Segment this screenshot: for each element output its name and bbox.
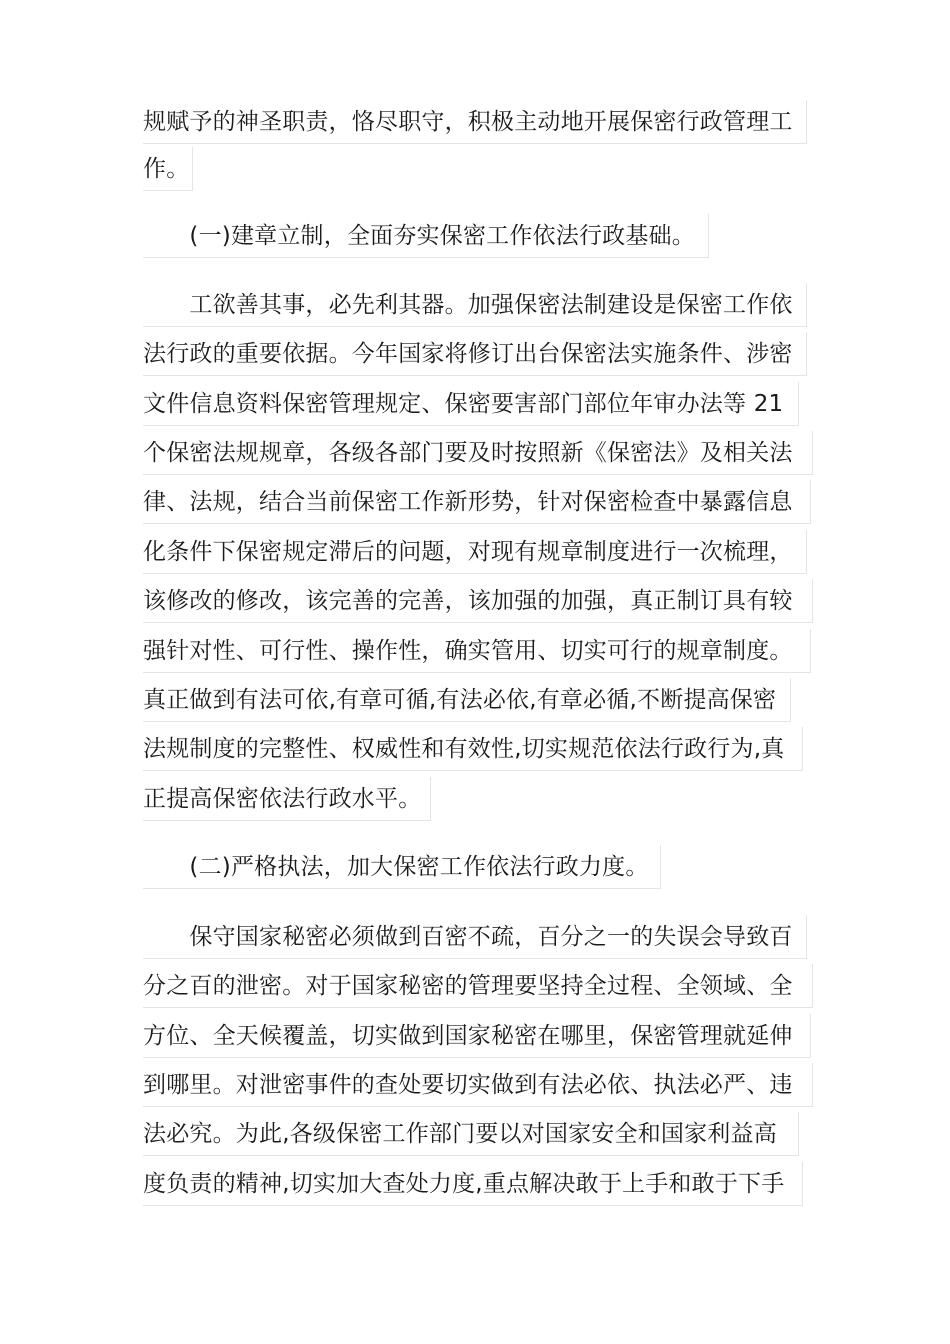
text-line: 到哪里。对泄密事件的查处要切实做到有法必依、执法必严、违	[143, 1063, 813, 1107]
text-line: 方位、全天候覆盖，切实做到国家秘密在哪里，保密管理就延伸	[143, 1014, 811, 1058]
text-line: 真正做到有法可依,有章可循,有法必依,有章必循,不断提高保密	[143, 678, 791, 722]
text-line: 强针对性、可行性、操作性，确实管用、切实可行的规章制度。	[143, 629, 811, 673]
text-line: 度负责的精神,切实加大查处力度,重点解决敢于上手和敢于下手	[143, 1162, 803, 1206]
text-line: 律、法规，结合当前保密工作新形势，针对保密检查中暴露信息	[143, 480, 811, 524]
text-line: 法必究。为此,各级保密工作部门要以对国家安全和国家利益高	[143, 1112, 799, 1156]
text-line: 化条件下保密规定滞后的问题，对现有规章制度进行一次梳理，	[143, 530, 807, 574]
text-line: 保守国家秘密必须做到百密不疏，百分之一的失误会导致百	[143, 915, 807, 959]
text-line: 该修改的修改，该完善的完善，该加强的加强，真正制订具有较	[143, 579, 813, 623]
text-line: 法规制度的完整性、权威性和有效性,切实规范依法行政行为,真	[143, 727, 803, 771]
text-line: 分之百的泄密。对于国家秘密的管理要坚持全过程、全领域、全	[143, 964, 813, 1008]
text-line: 正提高保密依法行政水平。	[143, 777, 431, 821]
text-line: 工欲善其事，必先利其器。加强保密法制建设是保密工作依	[143, 283, 807, 327]
text-line: 法行政的重要依据。今年国家将修订出台保密法实施条件、涉密	[143, 332, 807, 376]
text-line: 作。	[143, 147, 193, 191]
text-line: 个保密法规规章，各级各部门要及时按照新《保密法》及相关法	[143, 431, 813, 475]
text-line: 规赋予的神圣职责，恪尽职守，积极主动地开展保密行政管理工	[143, 100, 807, 144]
text-line: 文件信息资料保密管理规定、保密要害部门部位年审办法等 21	[143, 382, 799, 426]
section-heading: (二)严格执法，加大保密工作依法行政力度。	[143, 845, 661, 889]
section-heading: (一)建章立制，全面夯实保密工作依法行政基础。	[143, 214, 709, 258]
